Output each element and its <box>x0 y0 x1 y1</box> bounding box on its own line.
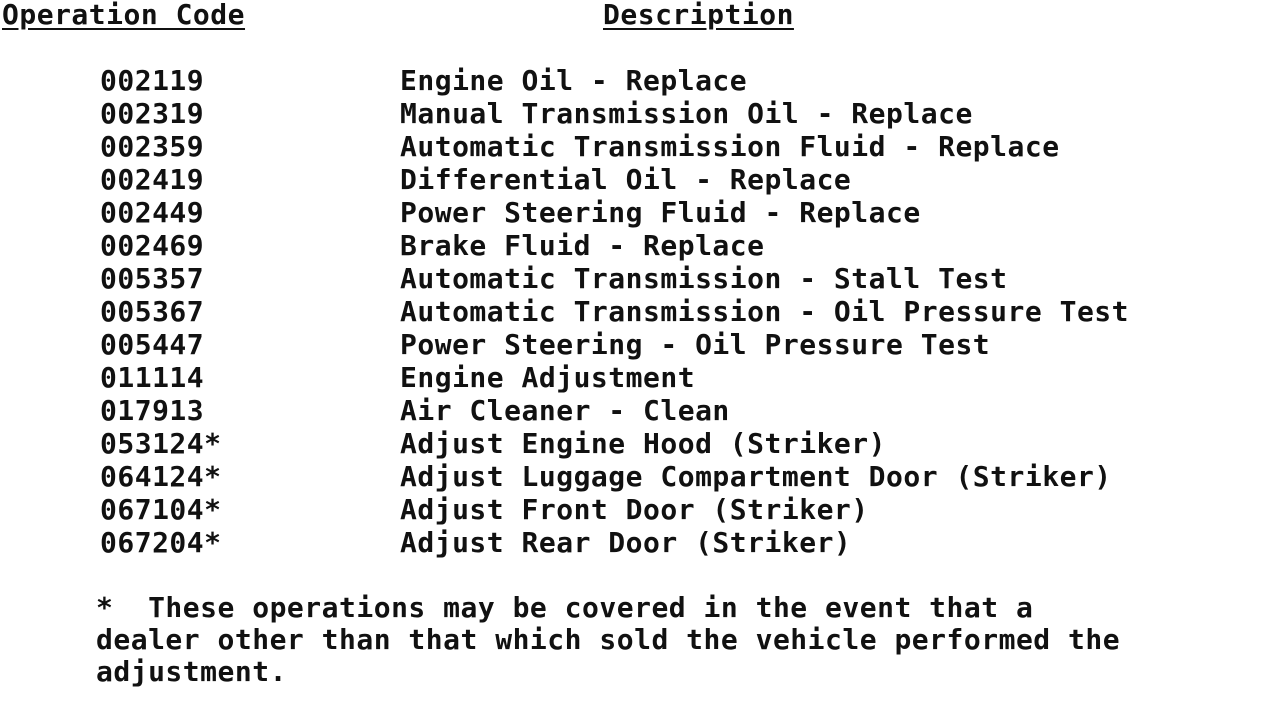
operation-code-header: Operation Code <box>2 0 246 31</box>
operation-description: Power Steering Fluid - Replace <box>400 196 921 229</box>
table-row <box>100 427 1270 460</box>
table-row <box>100 526 1270 559</box>
operation-code: 005367 <box>100 295 205 328</box>
operation-code: 002119 <box>100 64 205 97</box>
operation-description: Adjust Luggage Compartment Door (Striker) <box>400 460 1112 493</box>
description-header: Description <box>603 0 794 31</box>
operation-code: 011114 <box>100 361 205 394</box>
operation-code: 005357 <box>100 262 205 295</box>
operation-description: Engine Adjustment <box>400 361 696 394</box>
table-row <box>100 361 1270 394</box>
operation-code: 053124* <box>100 427 222 460</box>
operation-code: 002469 <box>100 229 205 262</box>
operation-description: Automatic Transmission - Stall Test <box>400 262 1008 295</box>
operation-description: Adjust Rear Door (Striker) <box>400 526 852 559</box>
table-row <box>100 262 1270 295</box>
operation-description: Brake Fluid - Replace <box>400 229 765 262</box>
table-row <box>100 64 1270 97</box>
operation-description: Air Cleaner - Clean <box>400 394 730 427</box>
operation-description: Power Steering - Oil Pressure Test <box>400 328 991 361</box>
operation-code: 064124* <box>100 460 222 493</box>
operation-description: Automatic Transmission - Oil Pressure Test <box>400 295 1130 328</box>
table-row <box>100 394 1270 427</box>
operation-code: 067104* <box>100 493 222 526</box>
table-row <box>100 163 1270 196</box>
operation-description: Adjust Engine Hood (Striker) <box>400 427 887 460</box>
table-row <box>100 328 1270 361</box>
operation-code: 002319 <box>100 97 205 130</box>
table-row <box>100 493 1270 526</box>
operation-code: 005447 <box>100 328 205 361</box>
table-row <box>100 130 1270 163</box>
table-row <box>100 196 1270 229</box>
table-row <box>100 229 1270 262</box>
table-row <box>100 295 1270 328</box>
table-row <box>100 460 1270 493</box>
operations-table <box>100 64 1270 559</box>
operation-description: Manual Transmission Oil - Replace <box>400 97 973 130</box>
operation-code: 067204* <box>100 526 222 559</box>
operation-code: 017913 <box>100 394 205 427</box>
footnote: * These operations may be covered in the event that a dealer other than that which sold the vehicle performed the adjustment. <box>96 591 1121 688</box>
table-row <box>100 97 1270 130</box>
operation-description: Automatic Transmission Fluid - Replace <box>400 130 1060 163</box>
operation-code: 002449 <box>100 196 205 229</box>
operation-code: 002359 <box>100 130 205 163</box>
operation-code: 002419 <box>100 163 205 196</box>
operation-description: Engine Oil - Replace <box>400 64 748 97</box>
operation-description: Adjust Front Door (Striker) <box>400 493 869 526</box>
operation-description: Differential Oil - Replace <box>400 163 852 196</box>
